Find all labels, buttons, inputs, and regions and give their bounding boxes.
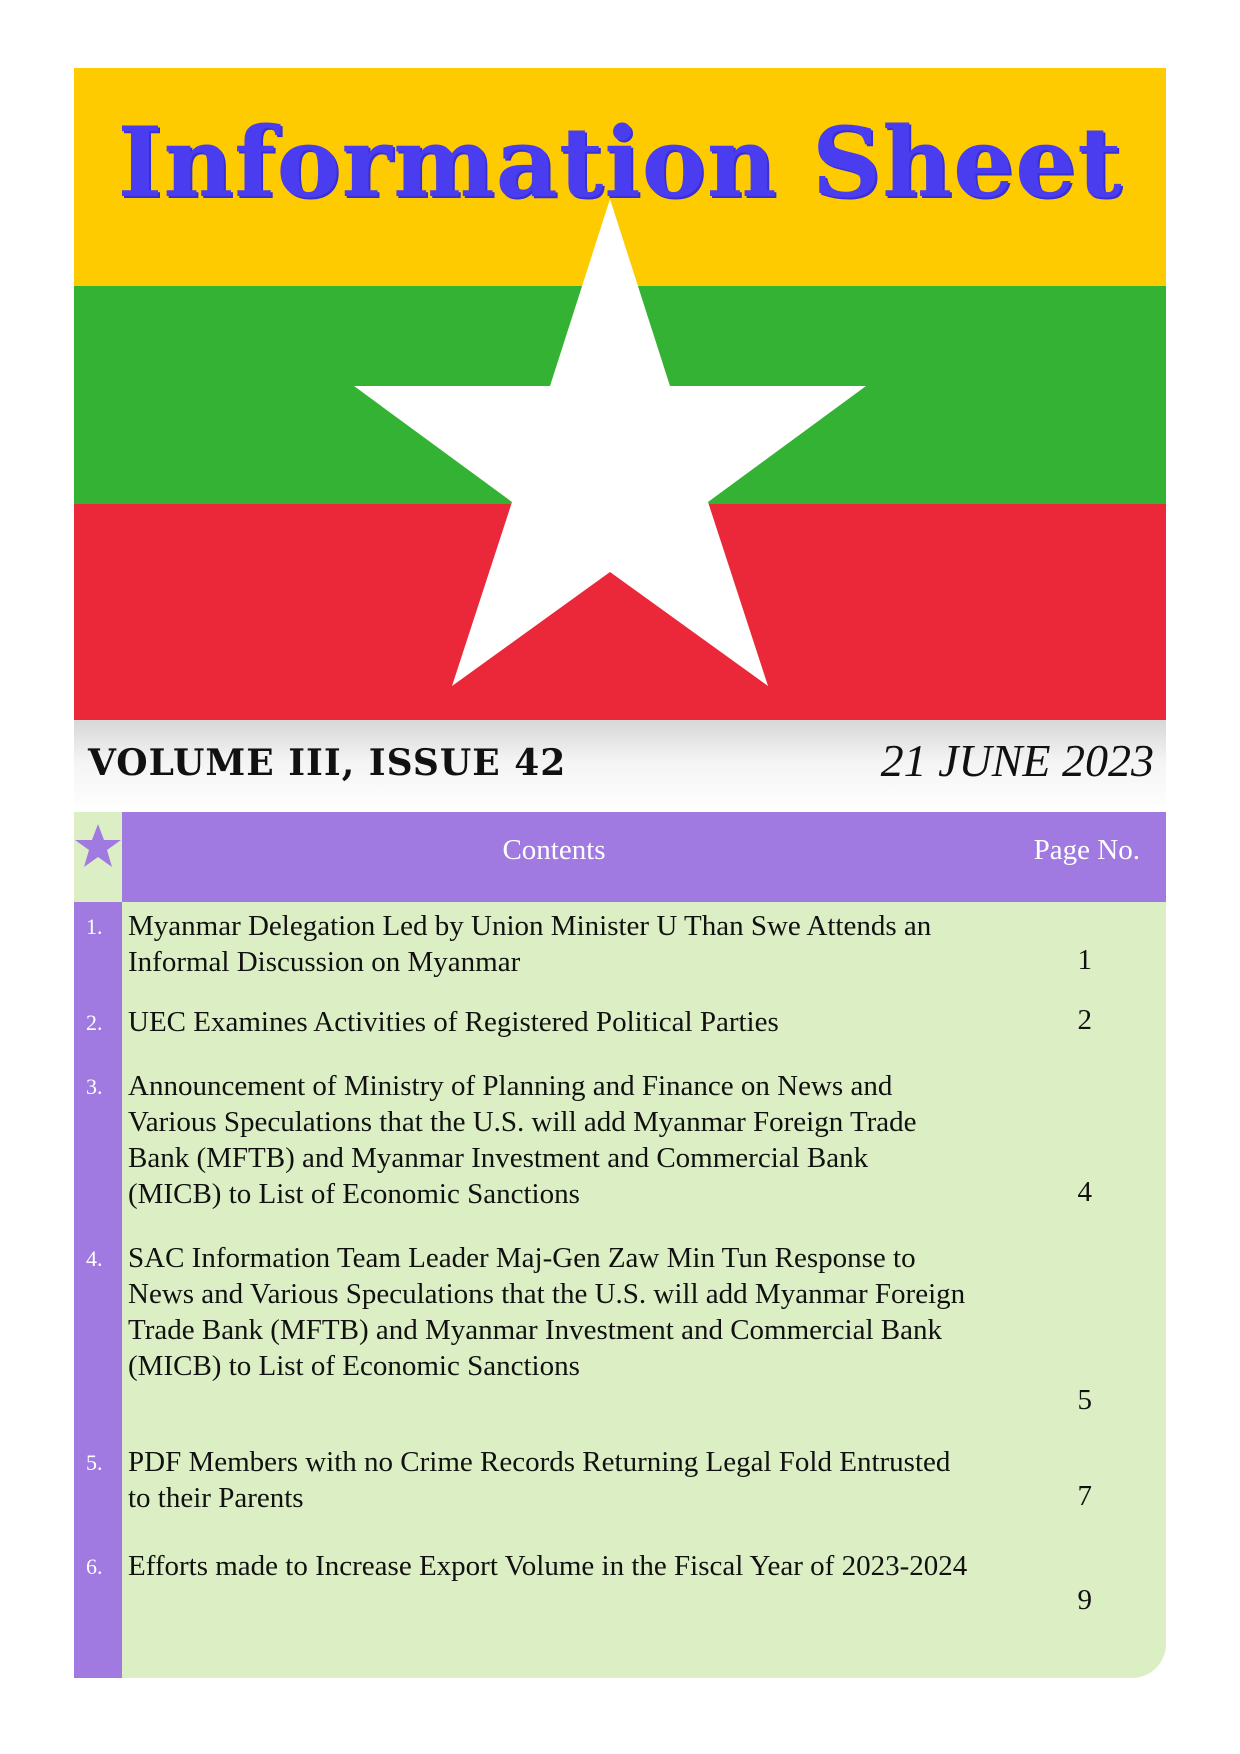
myanmar-flag-banner <box>74 68 1166 720</box>
issue-bar <box>74 720 1166 812</box>
item-title[interactable]: PDF Members with no Crime Records Returning Legal Fold Entrusted to their Parents <box>128 1446 951 1514</box>
item-number: 1. <box>86 914 103 939</box>
corner-cell <box>74 812 122 902</box>
item-page: 7 <box>1077 1480 1092 1512</box>
item-page: 1 <box>1077 944 1092 976</box>
item-page: 5 <box>1077 1384 1092 1416</box>
purple-star-icon <box>74 822 122 870</box>
item-title[interactable]: UEC Examines Activities of Registered Political Parties <box>128 1006 779 1038</box>
item-number: 3. <box>86 1074 103 1099</box>
item-title[interactable]: Efforts made to Increase Export Volume in the Fiscal Year of 2023-2024 <box>128 1550 968 1582</box>
volume-issue-label: VOLUME III, ISSUE 42 <box>88 742 567 784</box>
item-number: 4. <box>86 1246 103 1271</box>
item-number: 5. <box>86 1450 103 1475</box>
page-title: Information Sheet <box>117 106 1123 219</box>
item-page: 9 <box>1077 1584 1092 1616</box>
issue-date: 21 JUNE 2023 <box>880 735 1154 786</box>
contents-heading: Contents <box>502 834 606 866</box>
contents-table <box>74 812 1166 1678</box>
item-title[interactable]: SAC Information Team Leader Maj-Gen Zaw Min Tun Response to News and Various Speculations that the U.S. will add Myanmar Foreign Trade Bank (MFTB) and Myanmar Investment and Commercial Bank (MICB) to List of Economic Sanctions <box>128 1242 966 1382</box>
item-title[interactable]: Announcement of Ministry of Planning and Finance on News and Various Speculations that the U.S. will add Myanmar Foreign Trade Bank (MFTB) and Myanmar Investment and Commercial Bank (MICB) to List of Economic Sanctions <box>128 1070 917 1210</box>
item-number: 6. <box>86 1554 103 1579</box>
page-number-heading: Page No. <box>1033 834 1140 866</box>
information-sheet-cover <box>74 68 1166 1678</box>
item-number: 2. <box>86 1010 103 1035</box>
number-column-strip <box>74 812 122 1678</box>
item-title[interactable]: Myanmar Delegation Led by Union Minister U Than Swe Attends an Informal Discussion on Myanmar <box>128 910 932 978</box>
item-page: 4 <box>1077 1176 1092 1208</box>
item-page: 2 <box>1077 1004 1092 1036</box>
